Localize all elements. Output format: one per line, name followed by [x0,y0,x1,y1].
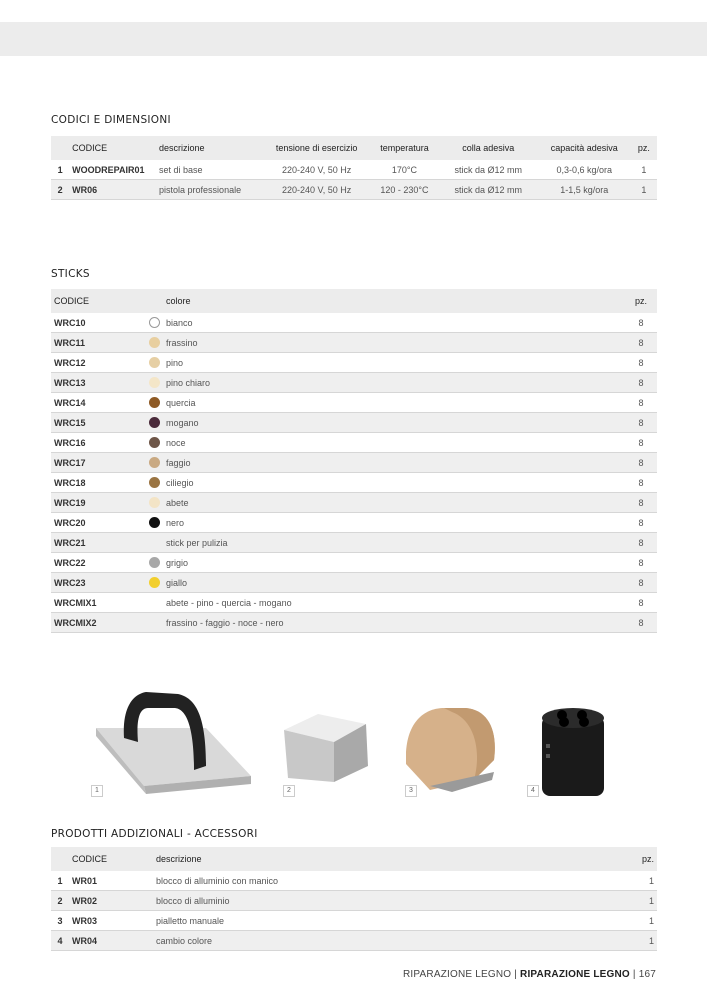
row-description: cambio colore [153,931,625,951]
stick-code: WRC16 [51,433,137,453]
swatch-cell [137,593,163,613]
stick-color: ciliegio [163,473,625,493]
table-row [51,891,657,911]
footer-section: RIPARAZIONE LEGNO [403,969,512,980]
swatch-cell [137,393,163,413]
row-description: set di base [156,160,263,180]
color-swatch [149,577,160,588]
table-row [51,160,657,180]
color-swatch [149,497,160,508]
stick-color: giallo [163,573,625,593]
codici-header-row [51,136,657,160]
stick-code: WRC23 [51,573,137,593]
color-swatch [149,357,160,368]
stick-pz: 8 [625,553,657,573]
stick-color: frassino - faggio - noce - nero [163,613,625,633]
color-swatch [149,517,160,528]
section-title-sticks: STICKS [51,268,90,280]
col-header-codice: CODICE [69,136,156,160]
col-header-codice: CODICE [51,289,137,313]
color-swatch [149,317,160,328]
table-row [51,593,657,613]
table-row [51,393,657,413]
row-capacity: 1-1,5 kg/ora [538,180,631,200]
stick-color: frassino [163,333,625,353]
stick-code: WRC18 [51,473,137,493]
row-pz: 1 [625,871,657,891]
row-pz: 1 [625,911,657,931]
stick-pz: 8 [625,613,657,633]
row-description: blocco di alluminio con manico [153,871,625,891]
row-glue: stick da Ø12 mm [439,180,538,200]
row-code: WR02 [69,891,153,911]
row-temperature: 170°C [370,160,439,180]
row-description: pialletto manuale [153,911,625,931]
hand-plane-image [400,700,500,795]
stick-pz: 8 [625,593,657,613]
section-title-codici: CODICI E DIMENSIONI [51,114,171,126]
table-row [51,433,657,453]
stick-code: WRC19 [51,493,137,513]
row-code: WR03 [69,911,153,931]
col-header-n [51,847,69,871]
col-header-descrizione: descrizione [153,847,625,871]
accessori-header-row [51,847,657,871]
stick-code: WRC14 [51,393,137,413]
row-pz: 1 [631,160,657,180]
color-swatch [149,557,160,568]
col-header-pz: pz. [625,847,657,871]
stick-color: abete - pino - quercia - mogano [163,593,625,613]
stick-pz: 8 [625,413,657,433]
row-description: pistola professionale [156,180,263,200]
swatch-cell [137,313,163,333]
aluminium-block-image [278,700,370,790]
color-swatch [149,417,160,428]
swatch-cell [137,493,163,513]
stick-code: WRC20 [51,513,137,533]
section-title-accessori: PRODOTTI ADDIZIONALI - ACCESSORI [51,828,258,840]
photo-label-4: 4 [527,785,539,797]
footer-separator: | [632,969,636,980]
swatch-cell [137,473,163,493]
stick-code: WRC10 [51,313,137,333]
header-band [0,22,707,56]
stick-color: noce [163,433,625,453]
swatch-cell [137,533,163,553]
stick-pz: 8 [625,513,657,533]
footer-chapter: RIPARAZIONE LEGNO [520,969,630,980]
stick-pz: 8 [625,573,657,593]
stick-color: nero [163,513,625,533]
stick-pz: 8 [625,333,657,353]
row-code: WR01 [69,871,153,891]
stick-pz: 8 [625,533,657,553]
table-row [51,573,657,593]
row-voltage: 220-240 V, 50 Hz [263,180,370,200]
sticks-header-row [51,289,657,313]
row-number: 3 [51,911,69,931]
row-voltage: 220-240 V, 50 Hz [263,160,370,180]
color-swatch [149,377,160,388]
swatch-cell [137,453,163,473]
codici-table [51,136,657,200]
table-row [51,453,657,473]
col-header-temperatura: temperatura [370,136,439,160]
col-header-pz: pz. [625,289,657,313]
swatch-cell [137,573,163,593]
color-swatch [149,337,160,348]
row-number: 4 [51,931,69,951]
col-header-capacita: capacità adesiva [538,136,631,160]
table-row [51,533,657,553]
stick-pz: 8 [625,353,657,373]
footer-separator: | [514,969,518,980]
row-number: 1 [51,160,69,180]
table-row [51,931,657,951]
col-header-colore: colore [163,289,625,313]
table-row [51,871,657,891]
row-number: 2 [51,891,69,911]
stick-color: faggio [163,453,625,473]
page-footer [403,969,656,980]
stick-code: WRC12 [51,353,137,373]
table-row [51,413,657,433]
color-swatch [149,477,160,488]
table-row [51,493,657,513]
stick-pz: 8 [625,393,657,413]
accessori-table [51,847,657,951]
row-code: WR04 [69,931,153,951]
color-swatch [149,397,160,408]
row-temperature: 120 - 230°C [370,180,439,200]
stick-color: abete [163,493,625,513]
stick-pz: 8 [625,493,657,513]
table-row [51,911,657,931]
row-capacity: 0,3-0,6 kg/ora [538,160,631,180]
stick-pz: 8 [625,453,657,473]
table-row [51,473,657,493]
stick-pz: 8 [625,313,657,333]
row-pz: 1 [625,931,657,951]
swatch-cell [137,553,163,573]
sticks-table [51,289,657,633]
col-header-swatch [137,289,163,313]
stick-pz: 8 [625,373,657,393]
swatch-cell [137,373,163,393]
stick-code: WRC11 [51,333,137,353]
stick-code: WRC22 [51,553,137,573]
row-description: blocco di alluminio [153,891,625,911]
aluminium-block-handle-image [86,686,256,802]
stick-code: WRC15 [51,413,137,433]
swatch-cell [137,433,163,453]
row-code: WR06 [69,180,156,200]
stick-color: pino chiaro [163,373,625,393]
swatch-cell [137,333,163,353]
photo-label-2: 2 [283,785,295,797]
swatch-cell [137,513,163,533]
row-number: 2 [51,180,69,200]
stick-pz: 8 [625,473,657,493]
table-row [51,373,657,393]
table-row [51,353,657,373]
stick-color: bianco [163,313,625,333]
color-swatch [149,457,160,468]
row-pz: 1 [631,180,657,200]
stick-code: WRC17 [51,453,137,473]
col-header-descrizione: descrizione [156,136,263,160]
stick-code: WRCMIX1 [51,593,137,613]
stick-color: pino [163,353,625,373]
col-header-n [51,136,69,160]
row-code: WOODREPAIR01 [69,160,156,180]
row-glue: stick da Ø12 mm [439,160,538,180]
color-swatch [149,437,160,448]
col-header-tensione: tensione di esercizio [263,136,370,160]
row-pz: 1 [625,891,657,911]
color-changer-image [532,704,614,800]
table-row [51,313,657,333]
photo-label-3: 3 [405,785,417,797]
swatch-cell [137,613,163,633]
stick-code: WRCMIX2 [51,613,137,633]
table-row [51,180,657,200]
swatch-cell [137,353,163,373]
table-row [51,613,657,633]
table-row [51,333,657,353]
stick-code: WRC21 [51,533,137,553]
page-number: 167 [638,969,656,980]
stick-pz: 8 [625,433,657,453]
photo-label-1: 1 [91,785,103,797]
stick-color: quercia [163,393,625,413]
stick-color: stick per pulizia [163,533,625,553]
table-row [51,553,657,573]
stick-color: grigio [163,553,625,573]
col-header-colla: colla adesiva [439,136,538,160]
col-header-codice: CODICE [69,847,153,871]
row-number: 1 [51,871,69,891]
stick-color: mogano [163,413,625,433]
swatch-cell [137,413,163,433]
stick-code: WRC13 [51,373,137,393]
col-header-pz: pz. [631,136,657,160]
table-row [51,513,657,533]
